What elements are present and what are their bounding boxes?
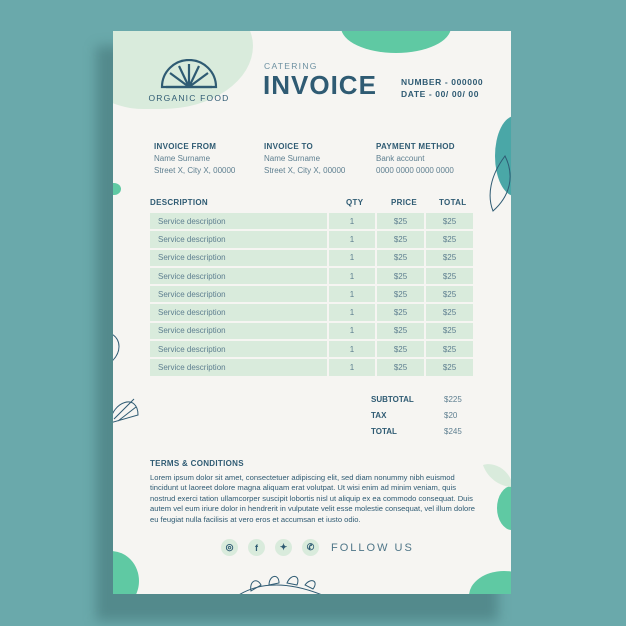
cell-total: $25: [426, 268, 473, 284]
invoice-sheet: [113, 31, 511, 594]
cell-total: $25: [426, 286, 473, 302]
table-row: [150, 231, 475, 247]
invoice-from-name: Name Surname: [154, 154, 211, 163]
subtotal-value: $225: [444, 395, 462, 404]
cell-qty: 1: [329, 250, 375, 266]
cell-qty: 1: [329, 213, 375, 229]
cell-qty: 1: [329, 341, 375, 357]
decor-blob: [341, 31, 451, 53]
summary-labels: [371, 392, 414, 440]
cell-description: Service description: [150, 304, 327, 320]
shell-outline-icon: [113, 391, 144, 427]
fern-outline-icon: [231, 571, 331, 594]
cell-price: $25: [377, 286, 424, 302]
cell-qty: 1: [329, 286, 375, 302]
summary-values: [444, 392, 462, 440]
table-row: [150, 359, 475, 375]
column-header-description: DESCRIPTION: [150, 198, 208, 207]
cell-description: Service description: [150, 268, 327, 284]
column-header-price: PRICE: [391, 198, 417, 207]
invoice-to-block: [264, 141, 345, 177]
payment-method-heading: PAYMENT METHOD: [376, 142, 455, 151]
invoice-category: CATERING: [264, 61, 318, 71]
terms-heading: TERMS & CONDITIONS: [150, 459, 244, 468]
tax-label: TAX: [371, 411, 387, 420]
subtotal-label: SUBTOTAL: [371, 395, 414, 404]
cell-description: Service description: [150, 286, 327, 302]
table-row: [150, 213, 475, 229]
cell-description: Service description: [150, 250, 327, 266]
decor-blob: [113, 551, 139, 594]
total-value: $245: [444, 427, 462, 436]
citrus-slice-icon: [160, 59, 218, 89]
payment-account-number: 0000 0000 0000 0000: [376, 166, 454, 175]
cell-total: $25: [426, 341, 473, 357]
whatsapp-icon[interactable]: ✆: [302, 539, 319, 556]
tax-value: $20: [444, 411, 458, 420]
leaf-outline-icon: [485, 151, 511, 221]
invoice-meta: [401, 76, 483, 100]
cell-price: $25: [377, 250, 424, 266]
table-row: [150, 250, 475, 266]
cell-description: Service description: [150, 359, 327, 375]
cell-price: $25: [377, 231, 424, 247]
table-row: [150, 304, 475, 320]
decor-blob: [497, 486, 511, 530]
cell-price: $25: [377, 304, 424, 320]
cell-qty: 1: [329, 323, 375, 339]
cell-price: $25: [377, 341, 424, 357]
cell-total: $25: [426, 304, 473, 320]
cell-price: $25: [377, 359, 424, 375]
invoice-to-name: Name Surname: [264, 154, 321, 163]
invoice-from-heading: INVOICE FROM: [154, 142, 217, 151]
cell-price: $25: [377, 323, 424, 339]
invoice-to-heading: INVOICE TO: [264, 142, 314, 151]
invoice-from-block: [154, 141, 235, 177]
cell-total: $25: [426, 250, 473, 266]
items-table: [150, 213, 475, 378]
follow-us-label: FOLLOW US: [331, 541, 414, 554]
brand-logo: [139, 59, 239, 103]
facebook-icon[interactable]: f: [248, 539, 265, 556]
page-title: INVOICE: [263, 70, 377, 100]
decor-blob: [113, 183, 121, 195]
invoice-from-address: Street X, City X, 00000: [154, 166, 236, 175]
cell-total: $25: [426, 323, 473, 339]
cell-description: Service description: [150, 213, 327, 229]
cell-qty: 1: [329, 231, 375, 247]
cell-total: $25: [426, 213, 473, 229]
payment-method-block: [376, 141, 455, 177]
invoice-date: DATE - 00/ 00/ 00: [401, 89, 480, 99]
cell-price: $25: [377, 268, 424, 284]
cell-total: $25: [426, 231, 473, 247]
leaf-outline-icon: [113, 331, 128, 366]
instagram-icon[interactable]: ◎: [221, 539, 238, 556]
cell-total: $25: [426, 359, 473, 375]
column-header-total: TOTAL: [439, 198, 467, 207]
column-header-qty: QTY: [346, 198, 364, 207]
cell-description: Service description: [150, 341, 327, 357]
decor-blob: [469, 571, 511, 594]
invoice-number: NUMBER - 000000: [401, 77, 484, 87]
table-row: [150, 323, 475, 339]
cell-description: Service description: [150, 231, 327, 247]
invoice-to-address: Street X, City X, 00000: [264, 166, 346, 175]
social-links: [221, 539, 414, 556]
twitter-icon[interactable]: ✦: [275, 539, 292, 556]
cell-qty: 1: [329, 359, 375, 375]
total-label: TOTAL: [371, 427, 397, 436]
table-row: [150, 286, 475, 302]
payment-method-type: Bank account: [376, 154, 425, 163]
cell-qty: 1: [329, 304, 375, 320]
cell-price: $25: [377, 213, 424, 229]
table-row: [150, 341, 475, 357]
cell-description: Service description: [150, 323, 327, 339]
brand-name: ORGANIC FOOD: [148, 93, 230, 103]
terms-text: Lorem ipsum dolor sit amet, consectetuer adipiscing elit, sed diam nonummy nibh euismod tincidunt ut laoreet dolore magna aliquam erat volutpat. Ut wisi enim ad minim veniam, quis nostrud exerci tation ullamcorper suscipit lobortis nisl ut aliquip ex ea commodo consequat. Duis autem vel eum iriure dolor in hendrerit in vulputate velit esse molestie consequat, vel illum dolore eu feugiat nulla facilisis at vero eros et accumsan et iusto odio.: [150, 473, 476, 524]
table-row: [150, 268, 475, 284]
leaf-outline-icon: [481, 461, 511, 491]
cell-qty: 1: [329, 268, 375, 284]
